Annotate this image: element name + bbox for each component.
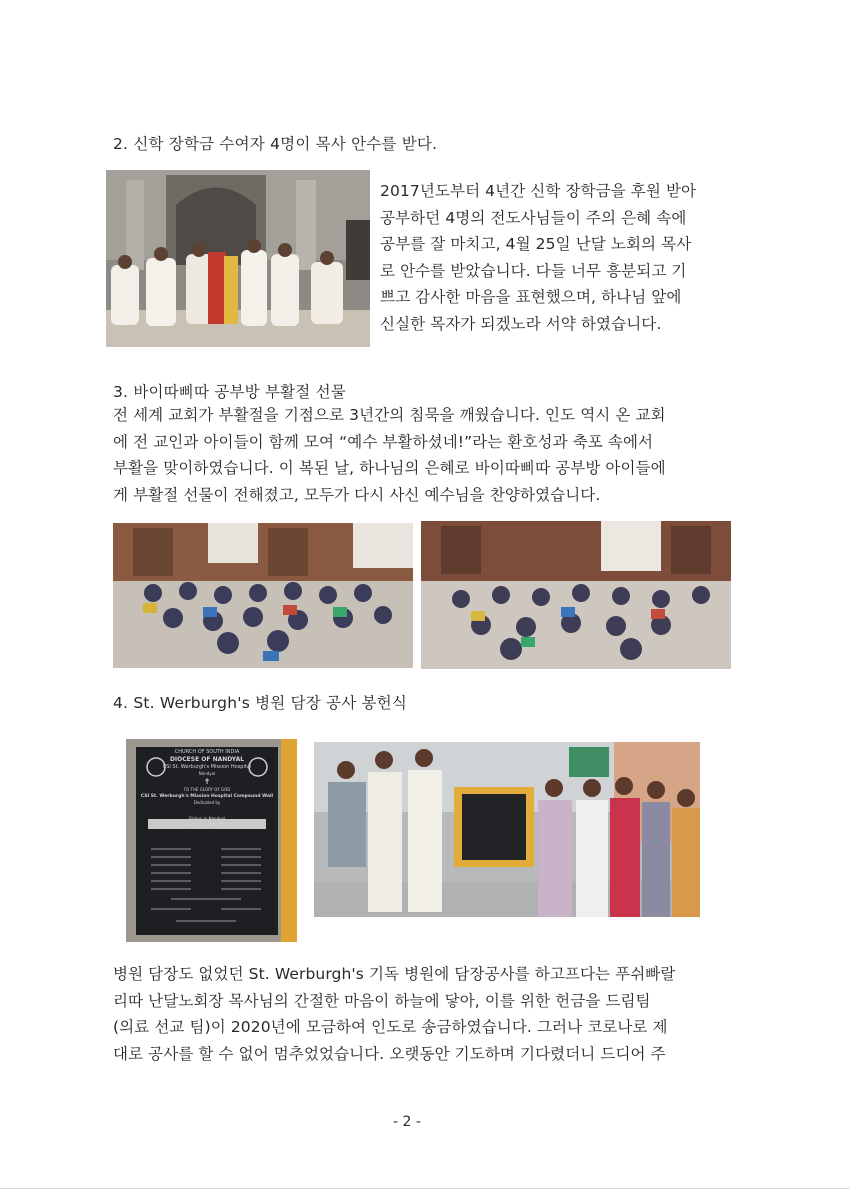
text-line: 부활을 맞이하였습니다. 이 복된 날, 하나님의 은혜로 바이따삐따 공부방 아이들에	[113, 459, 666, 477]
easter-children-photo-1	[113, 523, 413, 668]
text-line: 2017년도부터 4년간 신학 장학금을 후원 받아	[380, 182, 697, 200]
text-line: 쁘고 감사한 마음을 표현했으며, 하나님 앞에	[380, 288, 682, 306]
plaque-photo	[126, 739, 297, 942]
plaque-line: The Rt. Rev. Dr. E. Pushpalalitha	[161, 808, 253, 814]
plaque-line: CSI St. Werburgh's Mission Hospital Compound Wall	[140, 794, 274, 799]
section-3-heading: 3. 바이따삐따 공부방 부활절 선물	[113, 383, 346, 401]
text-line: 로 안수를 받았습니다. 다들 너무 흥분되고 기	[380, 261, 687, 280]
dedication-group-photo	[314, 742, 700, 917]
text-line: 공부하던 4명의 전도사님들이 주의 은혜 속에	[380, 208, 687, 227]
plaque-line: on Sunday the 29th May 2022	[172, 823, 242, 828]
cross-icon: ✝	[203, 777, 211, 786]
text-line: 공부를 잘 마치고, 4월 25일 난달 노회의 목사	[380, 235, 692, 253]
section-4-heading: 4. St. Werburgh's 병원 담장 공사 봉헌식	[113, 694, 408, 712]
plaque-line: CHURCH OF SOUTH INDIA	[174, 749, 240, 755]
ordination-photo	[106, 170, 370, 347]
plaque-line: Bishop in Nandyal	[188, 816, 226, 821]
text-line: 전 세계 교회가 부활절을 기점으로 3년간의 침묵을 깨웠습니다. 인도 역시 온 교회	[113, 406, 666, 424]
page-number: - 2 -	[393, 1114, 421, 1130]
section-2-heading: 2. 신학 장학금 수여자 4명이 목사 안수를 받다.	[113, 135, 438, 153]
text-line: 에 전 교인과 아이들이 함께 모여 “예수 부활하셨네!”라는 환호성과 축포 속에서	[113, 432, 654, 451]
section-4-text	[113, 961, 675, 1067]
text-line: 신실한 목자가 되겠노라 서약 하였습니다.	[380, 314, 662, 333]
plaque-line: TO THE GLORY OF GOD	[183, 787, 231, 792]
text-line: 리따 난달노회장 목사님의 간절한 마음이 하늘에 닿아, 이를 위한 헌금을 드림팀	[113, 991, 651, 1010]
plaque-line: Dedicated by	[193, 800, 221, 805]
text-line: 대로 공사를 할 수 없어 멈추었었습니다. 오랫동안 기도하며 기다렸더니 드디어 주	[113, 1044, 666, 1063]
easter-children-photo-2	[421, 521, 731, 669]
plaque-line: DIOCESE OF NANDYAL	[169, 756, 245, 763]
page-edge-line	[0, 1188, 850, 1189]
plaque-line: Nandyal	[198, 771, 216, 776]
section-3-text	[113, 402, 666, 508]
section-2-text	[380, 178, 696, 337]
plaque-line: CSI St. Werburgh's Mission Hospital	[162, 764, 252, 770]
text-line: (의료 선교 팀)이 2020년에 모금하여 인도로 송금하였습니다. 그러나 코로나로 제	[113, 1018, 668, 1036]
text-line: 게 부활절 선물이 전해졌고, 모두가 다시 사신 예수님을 찬양하였습니다.	[113, 485, 601, 504]
text-line: 병원 담장도 없었던 St. Werburgh's 기독 병원에 담장공사를 하고프다는 푸쉬빠랄	[113, 965, 676, 983]
